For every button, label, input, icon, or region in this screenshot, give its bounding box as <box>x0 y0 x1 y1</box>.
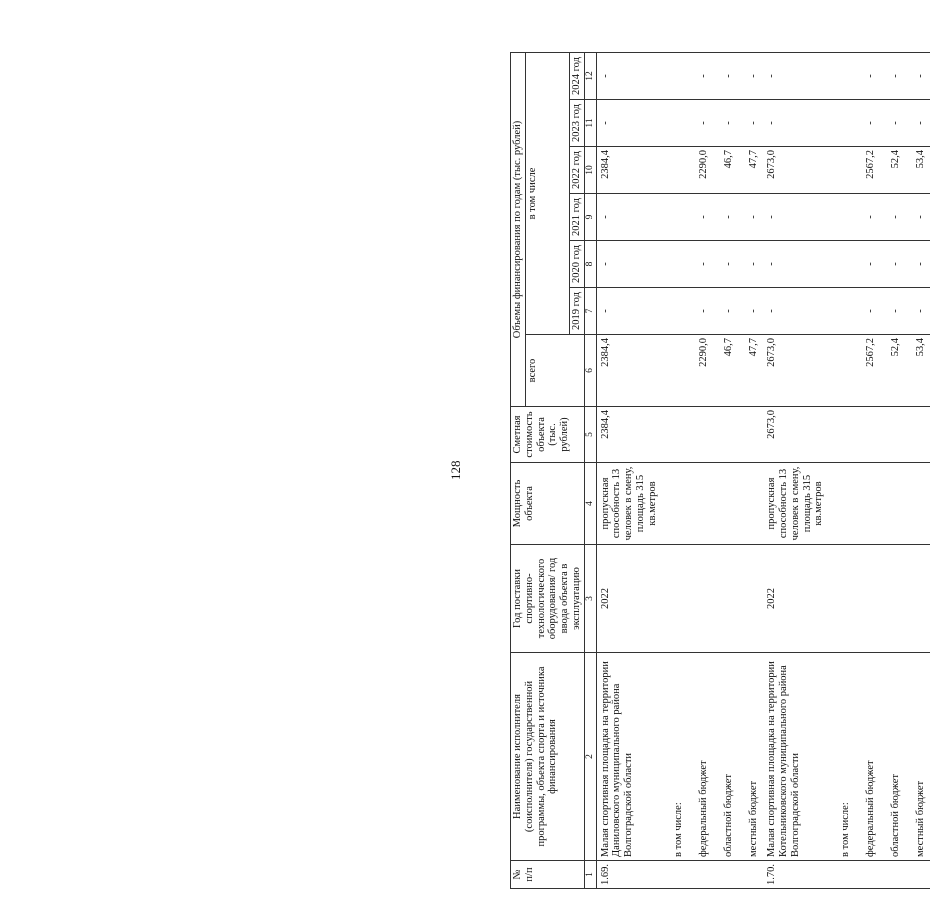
row-2021: - <box>905 194 930 241</box>
row-name: Малая спортивная площадка на территории Даниловского муниципального района Волгоградской области <box>596 653 659 861</box>
row-capacity <box>826 463 855 545</box>
table-row <box>713 53 738 889</box>
row-year <box>855 545 880 653</box>
row-2020: - <box>738 241 763 288</box>
row-2022: 53,4 <box>905 147 930 194</box>
row-2022: 52,4 <box>880 147 905 194</box>
row-2023: - <box>596 100 659 147</box>
row-2019: - <box>763 288 826 335</box>
header-cost: Сметная стоимость объекта (тыс. рублей) <box>511 407 585 463</box>
row-2020: - <box>855 241 880 288</box>
row-year: 2022 <box>763 545 826 653</box>
row-year <box>659 545 688 653</box>
row-2020: - <box>905 241 930 288</box>
row-2020: - <box>713 241 738 288</box>
column-number: 8 <box>584 241 596 288</box>
row-cost <box>713 407 738 463</box>
row-2022 <box>659 147 688 194</box>
row-2022: 2290,0 <box>688 147 713 194</box>
row-2024: - <box>880 53 905 100</box>
row-total: 2290,0 <box>688 335 713 407</box>
table-row <box>763 53 826 889</box>
page-number: 128 <box>448 460 463 480</box>
column-number: 6 <box>584 335 596 407</box>
header-including: в том числе <box>525 53 569 335</box>
row-2020: - <box>688 241 713 288</box>
row-year: 2022 <box>596 545 659 653</box>
column-number: 1 <box>584 861 596 889</box>
column-number: 12 <box>584 53 596 100</box>
row-cost <box>880 407 905 463</box>
row-2020: - <box>596 241 659 288</box>
table-row <box>880 53 905 889</box>
row-2023: - <box>763 100 826 147</box>
row-2019: - <box>738 288 763 335</box>
row-number <box>659 861 688 889</box>
row-total: 2384,4 <box>596 335 659 407</box>
row-name: местный бюджет <box>905 653 930 861</box>
column-number: 9 <box>584 194 596 241</box>
row-2020: - <box>763 241 826 288</box>
row-number <box>738 861 763 889</box>
row-capacity <box>688 463 713 545</box>
header-2023: 2023 год <box>569 100 584 147</box>
row-2022: 2673,0 <box>763 147 826 194</box>
header-2020: 2020 год <box>569 241 584 288</box>
row-2023: - <box>880 100 905 147</box>
row-2021 <box>826 194 855 241</box>
row-name: федеральный бюджет <box>855 653 880 861</box>
row-2023: - <box>688 100 713 147</box>
header-2021: 2021 год <box>569 194 584 241</box>
row-total <box>826 335 855 407</box>
row-year <box>905 545 930 653</box>
row-capacity: пропускная способность 13 человек в смену, площадь 315 кв.метров <box>763 463 826 545</box>
row-2024: - <box>738 53 763 100</box>
header-2019: 2019 год <box>569 288 584 335</box>
row-2021: - <box>738 194 763 241</box>
row-total: 2567,2 <box>855 335 880 407</box>
table-row <box>688 53 713 889</box>
row-2019: - <box>713 288 738 335</box>
row-name: местный бюджет <box>738 653 763 861</box>
row-2024 <box>659 53 688 100</box>
row-2021: - <box>880 194 905 241</box>
row-name: федеральный бюджет <box>688 653 713 861</box>
row-2021: - <box>688 194 713 241</box>
row-year <box>688 545 713 653</box>
row-cost: 2673,0 <box>763 407 826 463</box>
row-2020 <box>659 241 688 288</box>
column-number: 4 <box>584 463 596 545</box>
row-year <box>713 545 738 653</box>
row-2019: - <box>880 288 905 335</box>
header-financing: Объемы финансирования по годам (тыс. рублей) <box>511 53 526 407</box>
row-2023: - <box>905 100 930 147</box>
row-capacity <box>880 463 905 545</box>
table-row <box>659 53 688 889</box>
row-2023 <box>826 100 855 147</box>
row-cost <box>826 407 855 463</box>
row-2024: - <box>855 53 880 100</box>
row-2019: - <box>905 288 930 335</box>
column-number: 7 <box>584 288 596 335</box>
row-number: 1.70. <box>763 861 826 889</box>
row-2024: - <box>596 53 659 100</box>
row-2022: 46,7 <box>713 147 738 194</box>
row-total: 53,4 <box>905 335 930 407</box>
column-number: 5 <box>584 407 596 463</box>
row-year <box>738 545 763 653</box>
row-2023 <box>659 100 688 147</box>
row-capacity <box>855 463 880 545</box>
row-2022: 2384,4 <box>596 147 659 194</box>
row-total <box>659 335 688 407</box>
row-capacity <box>713 463 738 545</box>
row-year <box>826 545 855 653</box>
column-number: 10 <box>584 147 596 194</box>
row-cost <box>688 407 713 463</box>
row-capacity: пропускная способность 13 человек в смену, площадь 315 кв.метров <box>596 463 659 545</box>
row-2024: - <box>688 53 713 100</box>
row-total: 47,7 <box>738 335 763 407</box>
row-name: Малая спортивная площадка на территории Котельниковского муниципального района Волгоградской области <box>763 653 826 861</box>
row-name: в том числе: <box>659 653 688 861</box>
row-number: 1.69. <box>596 861 659 889</box>
column-number: 3 <box>584 545 596 653</box>
row-2020: - <box>880 241 905 288</box>
row-2024: - <box>905 53 930 100</box>
row-number <box>880 861 905 889</box>
header-2024: 2024 год <box>569 53 584 100</box>
row-total: 46,7 <box>713 335 738 407</box>
column-number: 2 <box>584 653 596 861</box>
header-2022: 2022 год <box>569 147 584 194</box>
row-2021: - <box>713 194 738 241</box>
row-cost <box>738 407 763 463</box>
row-number <box>688 861 713 889</box>
row-cost: 2384,4 <box>596 407 659 463</box>
row-2019: - <box>688 288 713 335</box>
row-capacity <box>659 463 688 545</box>
row-cost <box>855 407 880 463</box>
row-2021: - <box>763 194 826 241</box>
row-2019 <box>659 288 688 335</box>
row-number <box>713 861 738 889</box>
row-capacity <box>738 463 763 545</box>
row-total: 2673,0 <box>763 335 826 407</box>
row-2024 <box>826 53 855 100</box>
row-2022: 47,7 <box>738 147 763 194</box>
row-2023: - <box>855 100 880 147</box>
row-name: областной бюджет <box>880 653 905 861</box>
column-number: 11 <box>584 100 596 147</box>
table-body <box>596 53 930 889</box>
row-2024: - <box>763 53 826 100</box>
header-year: Год поставки спортивно-технологического оборудования/ год ввода объекта в эксплуатацию <box>511 545 585 653</box>
financing-table <box>510 52 930 889</box>
row-2023: - <box>713 100 738 147</box>
row-2019: - <box>596 288 659 335</box>
table-row <box>905 53 930 889</box>
row-name: областной бюджет <box>713 653 738 861</box>
row-2023: - <box>738 100 763 147</box>
row-name: в том числе: <box>826 653 855 861</box>
row-total: 52,4 <box>880 335 905 407</box>
row-number <box>905 861 930 889</box>
row-number <box>826 861 855 889</box>
table-row <box>596 53 659 889</box>
row-2021: - <box>855 194 880 241</box>
row-year <box>880 545 905 653</box>
row-2019: - <box>855 288 880 335</box>
row-cost <box>659 407 688 463</box>
header-name: Наименование исполнителя (соисполнителя) государственной программы, объекта спорта и источника финансирования <box>511 653 585 861</box>
table-row <box>738 53 763 889</box>
row-capacity <box>905 463 930 545</box>
row-2020 <box>826 241 855 288</box>
header-number: № п/п <box>511 861 585 889</box>
row-2022 <box>826 147 855 194</box>
table-row <box>855 53 880 889</box>
row-2022: 2567,2 <box>855 147 880 194</box>
header-capacity: Мощность объекта <box>511 463 585 545</box>
header-total: всего <box>525 335 584 407</box>
table-row <box>826 53 855 889</box>
row-2021: - <box>596 194 659 241</box>
row-2024: - <box>713 53 738 100</box>
row-cost <box>905 407 930 463</box>
row-2021 <box>659 194 688 241</box>
row-number <box>855 861 880 889</box>
row-2019 <box>826 288 855 335</box>
